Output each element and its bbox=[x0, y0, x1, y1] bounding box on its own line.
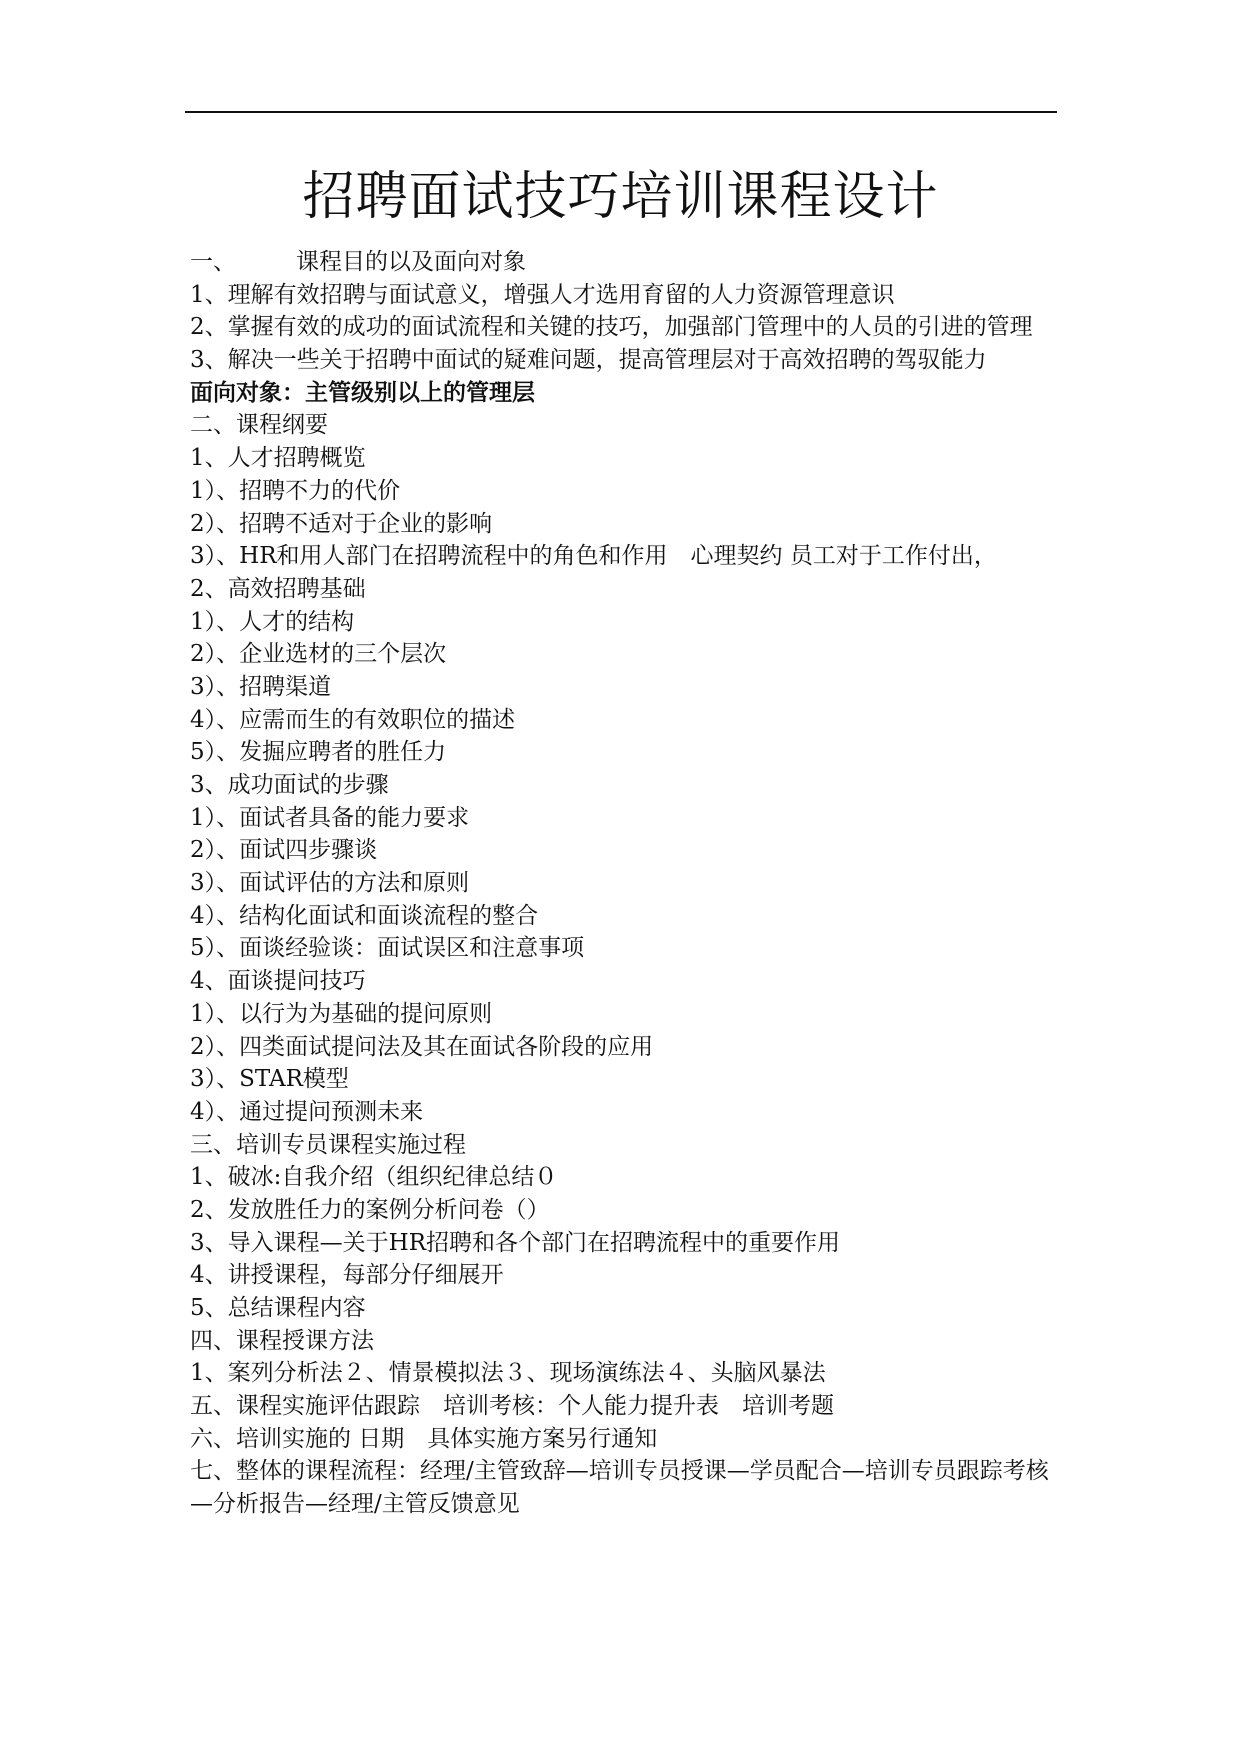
outline-line: 5）、面谈经验谈：面试误区和注意事项 bbox=[190, 935, 585, 962]
outline-line: 1、人才招聘概览 bbox=[190, 445, 366, 472]
outline-line: 4、讲授课程，每部分仔细展开 bbox=[190, 1262, 504, 1289]
outline-line: 4）、通过提问预测未来 bbox=[190, 1098, 424, 1125]
outline-line: 2、发放胜任力的案例分析问卷（） bbox=[190, 1196, 550, 1223]
outline-line: 2）、企业选材的三个层次 bbox=[190, 641, 447, 668]
header-rule bbox=[185, 111, 1057, 113]
outline-line: 3、导入课程—关于HR招聘和各个部门在招聘流程中的重要作用 bbox=[190, 1229, 841, 1256]
section-1-heading bbox=[190, 246, 1060, 279]
outline-line: 4）、应需而生的有效职位的描述 bbox=[190, 706, 516, 733]
outline-line: 二、课程纲要 bbox=[190, 412, 328, 439]
outline-line: 1）、人才的结构 bbox=[190, 608, 355, 635]
outline-line: 3）、面试评估的方法和原则 bbox=[190, 870, 470, 897]
outline-line: 五、课程实施评估跟踪 培训考核：个人能力提升表 培训考题 bbox=[190, 1393, 834, 1420]
section-1-number: 一、 bbox=[190, 249, 236, 275]
closing-paragraph: 七、整体的课程流程：经理/主管致辞—培训专员授课—学员配合—培训专员跟踪考核—分析报告—经理/主管反馈意见 bbox=[190, 1458, 1049, 1518]
outline-line: 四、课程授课方法 bbox=[190, 1327, 374, 1354]
outline-line: 3）、招聘渠道 bbox=[190, 673, 332, 700]
document-body bbox=[190, 246, 1060, 1521]
outline-line: 1）、面试者具备的能力要求 bbox=[190, 804, 470, 831]
outline-line: 1）、以行为为基础的提问原则 bbox=[190, 1000, 493, 1027]
outline-line: 2）、招聘不适对于企业的影响 bbox=[190, 510, 493, 537]
outline-lines bbox=[190, 409, 1060, 1455]
outline-line: 1）、招聘不力的代价 bbox=[190, 477, 401, 504]
outline-line: 2）、面试四步骤谈 bbox=[190, 837, 378, 864]
outline-line: 5）、发掘应聘者的胜任力 bbox=[190, 739, 447, 766]
section-1-item: 2、掌握有效的成功的面试流程和关键的技巧，加强部门管理中的人员的引进的管理 bbox=[190, 314, 1033, 341]
outline-line: 3）、STAR模型 bbox=[190, 1066, 349, 1093]
section-1-title: 课程目的以及面向对象 bbox=[296, 249, 526, 275]
document-title: 招聘面试技巧培训课程设计 bbox=[302, 167, 939, 227]
outline-line: 2、高效招聘基础 bbox=[190, 575, 366, 602]
outline-line: 4）、结构化面试和面谈流程的整合 bbox=[190, 902, 539, 929]
outline-line: 2）、四类面试提问法及其在面试各阶段的应用 bbox=[190, 1033, 654, 1060]
outline-line: 六、培训实施的 日期 具体实施方案另行通知 bbox=[190, 1425, 658, 1452]
section-1-item: 1、理解有效招聘与面试意义，增强人才选用育留的人力资源管理意识 bbox=[190, 281, 895, 308]
outline-line: 5、总结课程内容 bbox=[190, 1295, 366, 1322]
target-audience: 面向对象：主管级别以上的管理层 bbox=[190, 379, 535, 406]
outline-line: 3）、HR和用人部门在招聘流程中的角色和作用 心理契约 员工对于工作付出， bbox=[190, 543, 997, 570]
outline-line: 3、成功面试的步骤 bbox=[190, 772, 389, 799]
outline-line: 4、面谈提问技巧 bbox=[190, 968, 366, 995]
outline-line: 1、案列分析法２、情景模拟法３、现场演练法４、头脑风暴法 bbox=[190, 1360, 826, 1387]
section-1-item: 3、解决一些关于招聘中面试的疑难问题，提高管理层对于高效招聘的驾驭能力 bbox=[190, 347, 987, 374]
outline-line: 1、破冰:自我介绍（组织纪律总结０ bbox=[190, 1164, 558, 1191]
outline-line: 三、培训专员课程实施过程 bbox=[190, 1131, 466, 1158]
